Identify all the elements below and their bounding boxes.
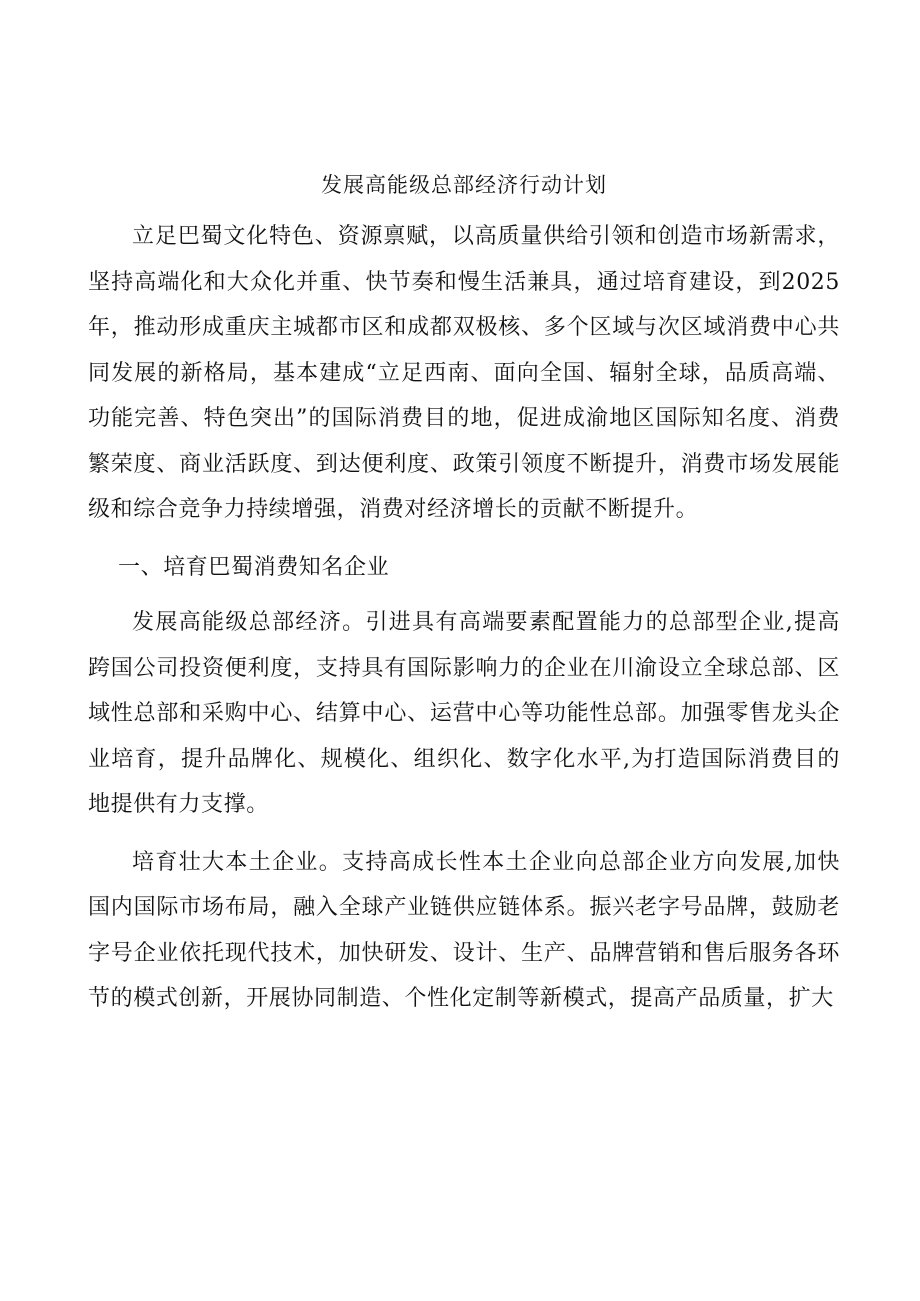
- intro-paragraph: 立足巴蜀文化特色、资源禀赋，以高质量供给引领和创造市场新需求，坚持高端化和大众化并重、快节奏和慢生活兼具，通过培育建设，到2025年，推动形成重庆主城都市区和成都双极核、多个区域与次区域消费中心共同发展的新格局，基本建成“立足西南、面向全国、辐射全球，品质高端、功能完善、特色突出”的国际消费目的地，促进成渝地区国际知名度、消费繁荣度、商业活跃度、到达便利度、政策引领度不断提升，消费市场发展能级和综合竞争力持续增强，消费对经济增长的贡献不断提升。: [88, 224, 840, 522]
- section-paragraph-2: 培育壮大本土企业。支持高成长性本土企业向总部企业方向发展,加快国内国际市场布局，融入全球产业链供应链体系。振兴老字号品牌，鼓励老字号企业依托现代技术，加快研发、设计、生产、品牌营销和售后服务各环节的模式创新，开展协同制造、个性化定制等新模式，提高产品质量，扩大: [88, 849, 840, 1011]
- document-page: [88, 170, 840, 1022]
- document-title: 发展高能级总部经济行动计划: [321, 173, 607, 197]
- section-heading: 一、培育巴蜀消费知名企业: [118, 554, 390, 580]
- section-paragraph-1: 发展高能级总部经济。引进具有高端要素配置能力的总部型企业,提高跨国公司投资便利度，支持具有国际影响力的企业在川渝设立全球总部、区域性总部和采购中心、结算中心、运营中心等功能性总部。加强零售龙头企业培育，提升品牌化、规模化、组织化、数字化水平,为打造国际消费目的地提供有力支撑。: [88, 610, 840, 817]
